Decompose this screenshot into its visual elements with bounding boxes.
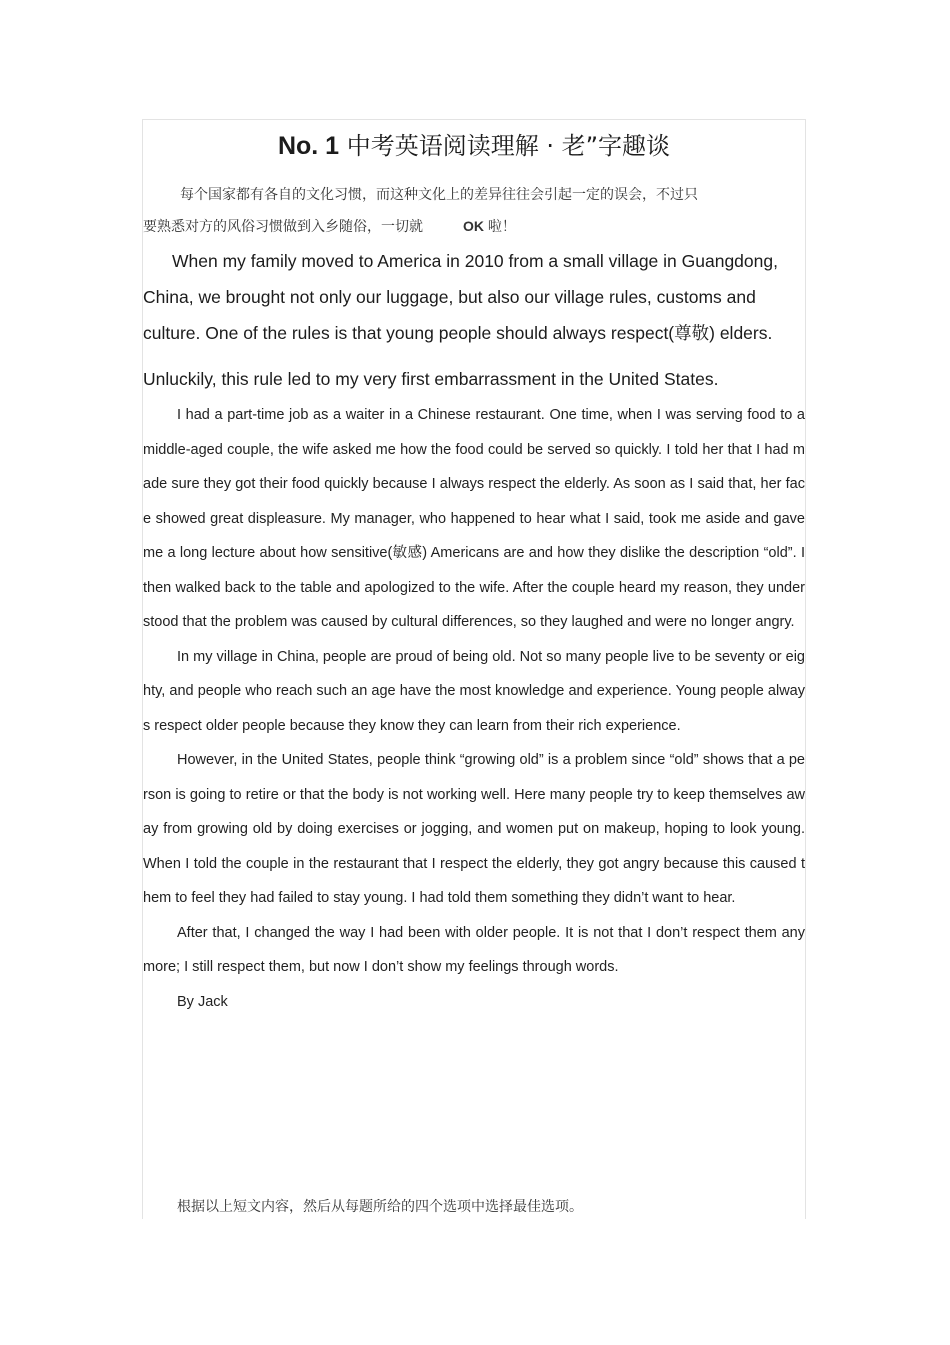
lead-text: When my family moved to America in 2010 from a small village in Guangdong, China, we brought not only our luggage, but also our village rules, customs and culture. One of the rules is that young people should always respect(尊敬) elders. bbox=[143, 251, 778, 343]
story-paragraph-2: In my village in China, people are proud of being old. Not so many people live to be seventy or eighty, and people who reach such an age have the most knowledge and experience. Young people always respect older people because they know they can learn from their rich experience. bbox=[143, 648, 805, 734]
title-number: No. 1 bbox=[277, 132, 340, 160]
intro-line-2-end: 啦！ bbox=[484, 218, 516, 234]
intro-line-2 bbox=[143, 210, 807, 242]
story-body bbox=[143, 398, 805, 1019]
intro-line-1: 每个国家都有各自的文化习惯，而这种文化上的差异往往会引起一定的误会，不过只 bbox=[180, 186, 698, 202]
story-paragraph-3: However, in the United States, people think “growing old” is a problem since “old” shows that a person is going to retire or that the body is not working well. Here many people try to keep themselves away from growing old by doing exercises or jogging, and women put on makeup, hoping to look young. When I told the couple in the restaurant that I respect the elderly, they got angry because this caused them to feel they had failed to stay young. I had told them something they didn’t want to hear. bbox=[143, 752, 805, 906]
page-title bbox=[142, 128, 806, 164]
lead-paragraph bbox=[143, 243, 807, 397]
intro-ok: OK bbox=[463, 218, 484, 234]
story-paragraph-1: I had a part-time job as a waiter in a Chinese restaurant. One time, when I was serving food to a middle-aged couple, the wife asked me how the food could be served so quickly. I told her that I had made sure they got their food quickly because I always respect the elderly. As soon as I said that, her face showed great displeasure. My manager, who happened to hear what I said, took me aside and gave me a long lecture about how sensitive(敏感) Americans are and how they dislike the description “old”. I then walked back to the table and apologized to the wife. After the couple heard my reason, they understood that the problem was caused by cultural differences, so they laughed and were no longer angry. bbox=[143, 407, 805, 630]
intro-line-2-text: 要熟悉对方的风俗习惯做到入乡随俗，一切就 bbox=[143, 218, 423, 234]
lead-last-line: Unluckily, this rule led to my very first embarrassment in the United States. bbox=[143, 369, 719, 389]
title-text: 中考英语阅读理解 · 老”字趣谈 bbox=[339, 132, 671, 160]
byline: By Jack bbox=[177, 993, 228, 1010]
chinese-intro bbox=[143, 178, 807, 242]
story-paragraph-4: After that, I changed the way I had been with older people. It is not that I don’t respect them any more; I still respect them, but now I don’t show my feelings through words. bbox=[143, 924, 805, 975]
question-prompt: 根据以上短文内容，然后从每题所给的四个选项中选择最佳选项。 bbox=[177, 1198, 583, 1214]
